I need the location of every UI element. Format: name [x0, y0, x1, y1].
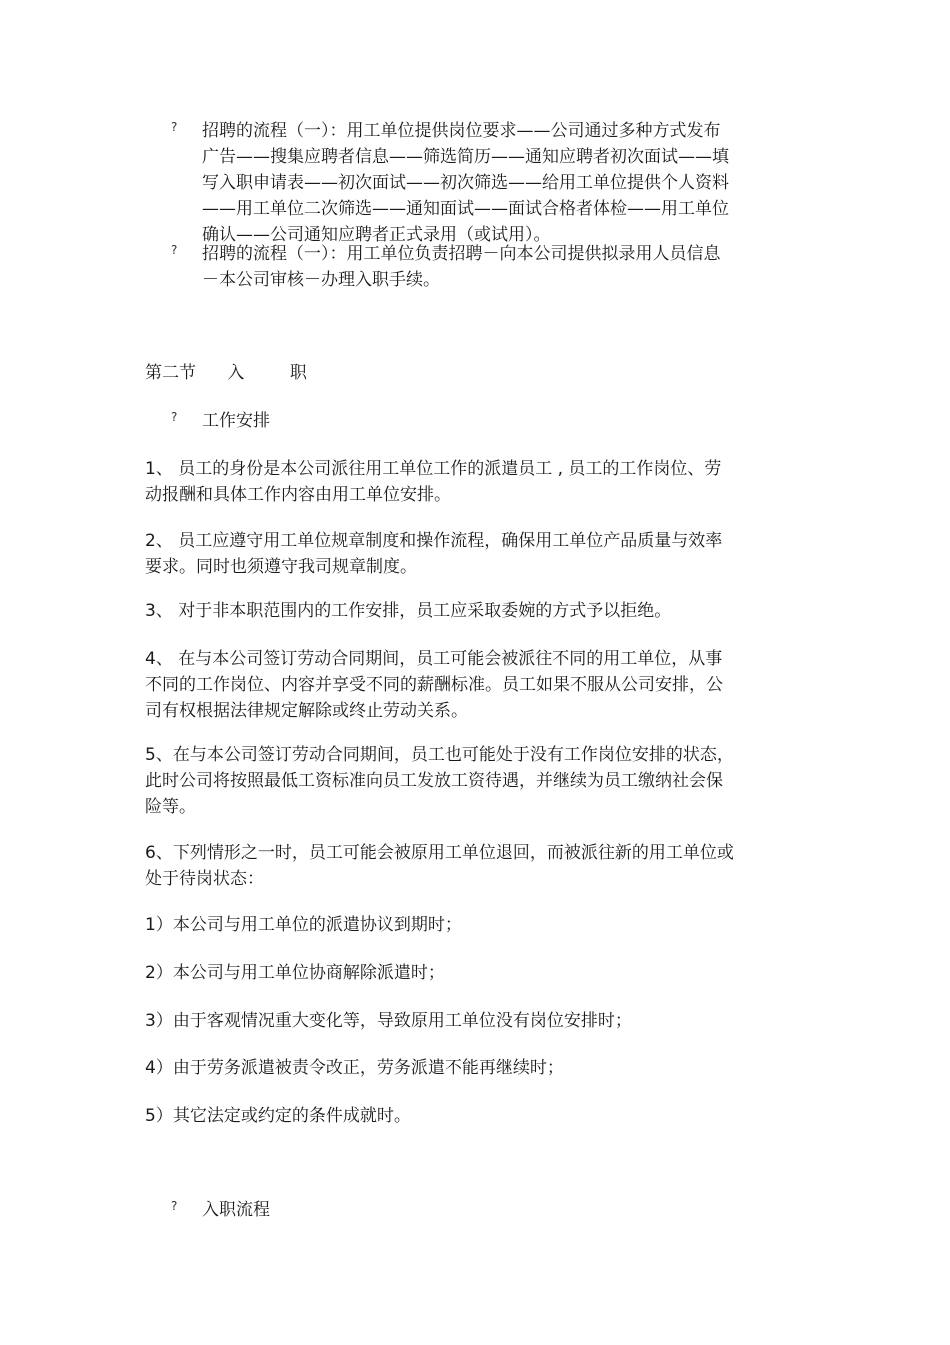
- item-1: 1、 员工的身份是本公司派往用工单位工作的派遣员工 , 员工的工作岗位、劳 动报酬和具体工作内容由用工单位安排。: [145, 459, 722, 505]
- recruit-flow-2-text: 招聘的流程（一）：用工单位负责招聘－向本公司提供拟录用人员信息 －本公司审核－办理入职手续。: [202, 244, 721, 290]
- bullet-icon: ?: [171, 1199, 178, 1213]
- item-6: 6、下列情形之一时，员工可能会被原用工单位退回，而被派往新的用工单位或 处于待岗状态：: [145, 843, 734, 889]
- section-number: 第二节: [145, 363, 196, 383]
- item-2: 2、 员工应遵守用工单位规章制度和操作流程，确保用工单位产品质量与效率 要求。同时也须遵守我司规章制度。: [145, 531, 723, 577]
- section-title: [145, 360, 307, 386]
- bullet-icon: ?: [171, 120, 178, 134]
- work-arrangement-title: 工作安排: [202, 411, 270, 431]
- item-5: 5、在与本公司签订劳动合同期间，员工也可能处于没有工作岗位安排的状态， 此时公司将按照最低工资标准向员工发放工资待遇，并继续为员工缴纳社会保 险等。: [145, 745, 734, 817]
- item-3: 3、 对于非本职范围内的工作安排，员工应采取委婉的方式予以拒绝。: [145, 601, 672, 621]
- case-4: 4）由于劳务派遣被责令改正，劳务派遣不能再继续时；: [145, 1058, 564, 1078]
- onboarding-title: 入职流程: [202, 1200, 270, 1220]
- bullet-icon: ?: [171, 243, 178, 257]
- bullet-icon: ?: [171, 410, 178, 424]
- case-2: 2）本公司与用工单位协商解除派遣时；: [145, 963, 445, 983]
- item-4: 4、 在与本公司签订劳动合同期间，员工可能会被派往不同的用工单位，从事 不同的工作岗位、内容并享受不同的薪酬标准。员工如果不服从公司安排，公 司有权根据法律规定解除或终止劳动关系。: [145, 649, 723, 721]
- recruit-flow-1-text: 招聘的流程（一）：用工单位提供岗位要求——公司通过多种方式发布 广告——搜集应聘者信息——筛选简历——通知应聘者初次面试——填 写入职申请表——初次面试——初次筛选——给用工单位提供个人资料 ——用工单位二次筛选——通知面试——面试合格者体检——用工单位 确认——公司通知应聘者正式录用（或试用）。: [202, 121, 729, 245]
- case-3: 3）由于客观情况重大变化等，导致原用工单位没有岗位安排时；: [145, 1011, 632, 1031]
- case-5: 5）其它法定或约定的条件成就时。: [145, 1106, 411, 1126]
- case-1: 1）本公司与用工单位的派遣协议到期时；: [145, 915, 462, 935]
- section-title-char-2: 职: [289, 363, 307, 383]
- section-title-char-1: 入: [227, 363, 245, 383]
